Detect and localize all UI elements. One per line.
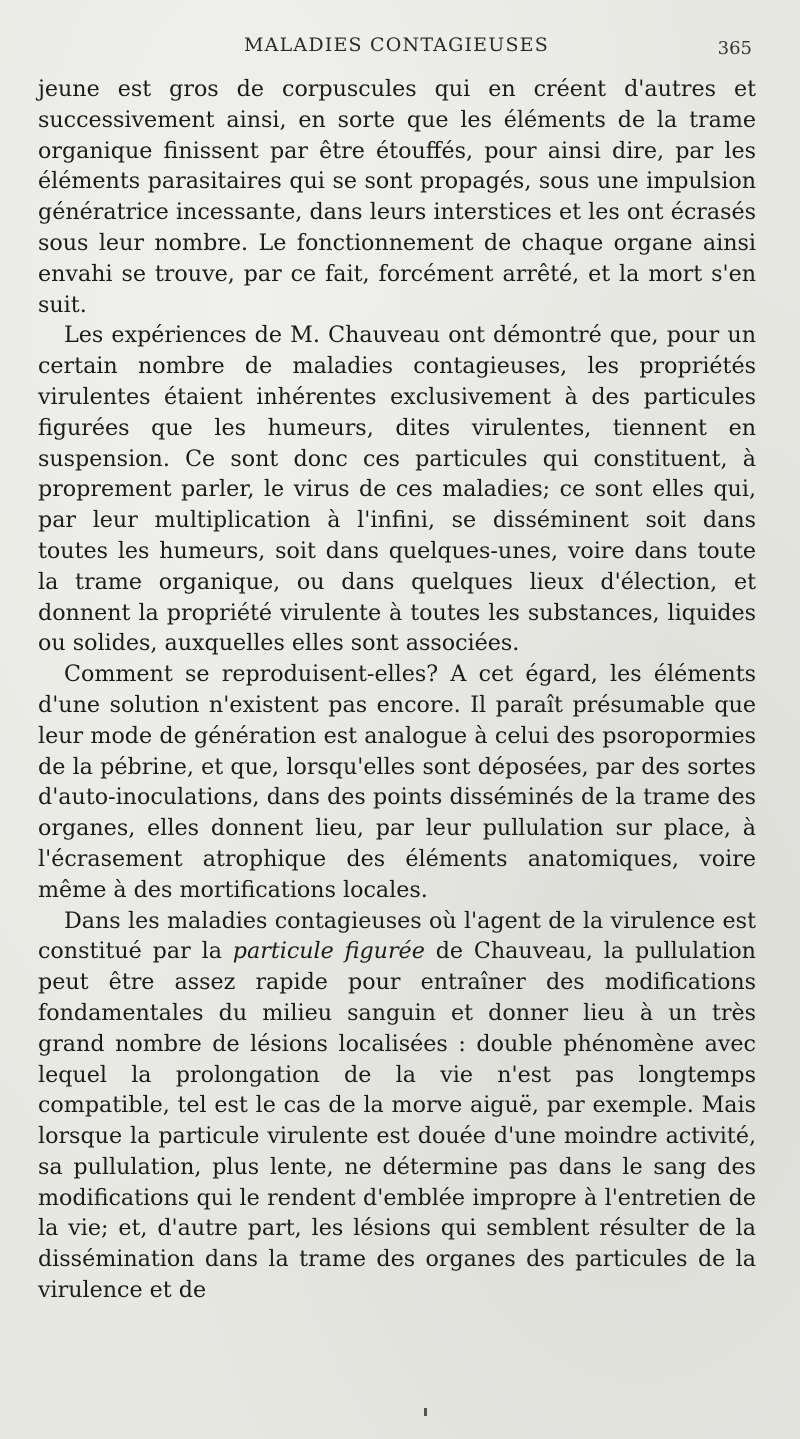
paragraph-4 [38,906,756,1306]
footer-mark [424,1408,427,1416]
paragraph-2 [38,320,756,659]
paragraph-text: Comment se reproduisent-elles? A cet égard, les éléments d'une solution n'existent pas encore. Il paraît présumable que leur mode de génération est analogue à celui des psoropormies de la pébrine, et que, lorsqu'elles sont déposées, par des sortes d'auto-inoculations, dans des points disséminés de la trame des organes, elles donnent lieu, par leur pullulation sur place, à l'écrasement atrophique des éléments anatomiques, voire même à des mortifications locales. [38,661,756,903]
paragraph-1 [38,74,756,320]
paragraph-text-after-emphasis: de Chauveau, la pullulation peut être assez rapide pour entraîner des modifications fondamentales du milieu sanguin et donner lieu à un très grand nombre de lésions localisées : double phénomène avec lequel la prolongation de la vie n'est pas longtemps compatible, tel est le cas de la morve aiguë, par exemple. Mais lorsque la particule virulente est douée d'une moindre activité, sa pullulation, plus lente, ne détermine pas dans le sang des modifications qui le rendent d'emblée impropre à l'entretien de la vie; et, d'autre part, les lésions qui semblent résulter de la dissémination dans la trame des organes des particules de la virulence et de [38,938,756,1304]
page-number: 365 [717,38,752,59]
running-title: MALADIES CONTAGIEUSES [244,34,549,56]
emphasis-text: particule figurée [232,938,425,965]
paragraph-3 [38,659,756,905]
paragraph-text: jeune est gros de corpuscules qui en créent d'autres et successivement ainsi, en sorte que les éléments de la trame organique finissent par être étouffés, pour ainsi dire, par les éléments parasitaires qui se sont propagés, sous une impulsion génératrice incessante, dans leurs interstices et les ont écrasés sous leur nombre. Le fonctionnement de chaque organe ainsi envahi se trouve, par ce fait, forcément arrêté, et la mort s'en suit. [38,76,756,318]
paragraph-text-before-emphasis: Dans les maladies contagieuses où l'agent de la virulence est constitué par la [38,907,756,965]
page-header [38,34,756,74]
paragraph-text: Les expériences de M. Chauveau ont démontré que, pour un certain nombre de maladies contagieuses, les propriétés virulentes étaient inhérentes exclusivement à des particules figurées que les humeurs, dites virulentes, tiennent en suspension. Ce sont donc ces particules qui constituent, à proprement parler, le virus de ces maladies; ce sont elles qui, par leur multiplication à l'infini, se disséminent soit dans toutes les humeurs, soit dans quelques-unes, voire dans toute la trame organique, ou dans quelques lieux d'élection, et donnent la propriété virulente à toutes les substances, liquides ou solides, auxquelles elles sont associées. [38,322,756,657]
body-text [38,74,756,1306]
